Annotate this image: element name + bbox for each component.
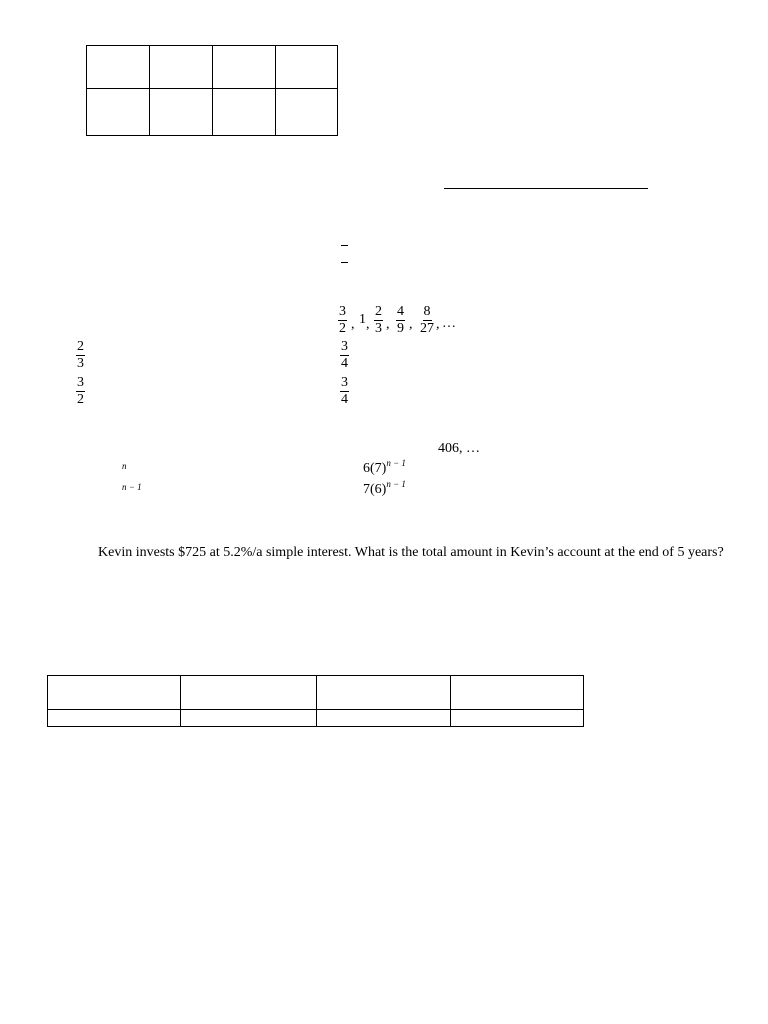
table-cell xyxy=(181,676,317,710)
table-cell xyxy=(317,676,451,710)
option-exponent-left: n − 1 xyxy=(122,482,142,492)
top-answer-grid xyxy=(86,45,338,136)
sequence-term xyxy=(338,304,347,337)
sequence-term xyxy=(396,304,405,337)
formula-base: 7(6) xyxy=(363,482,387,497)
option-right-a xyxy=(340,339,349,372)
grid-cell xyxy=(276,46,338,89)
table-cell xyxy=(317,710,451,727)
sequence-tail: 406, … xyxy=(438,441,480,456)
grid-cell xyxy=(213,46,276,89)
table-cell xyxy=(181,710,317,727)
fraction-bar xyxy=(341,245,348,246)
option-formula xyxy=(363,479,406,498)
grid-cell xyxy=(213,89,276,136)
table-cell xyxy=(451,676,584,710)
option-left-b xyxy=(76,375,85,408)
option-formula xyxy=(363,458,406,477)
separator: , xyxy=(386,317,390,332)
denominator: 4 xyxy=(341,392,348,407)
sequence-term: 1 xyxy=(359,312,366,327)
table-row xyxy=(48,676,584,710)
formula-base: 6(7) xyxy=(363,461,387,476)
separator: , xyxy=(409,317,413,332)
fraction-bar xyxy=(341,262,348,263)
table-cell xyxy=(451,710,584,727)
table-cell xyxy=(48,676,181,710)
option-exponent-left: n xyxy=(122,461,127,471)
option-right-b xyxy=(340,375,349,408)
numerator: 3 xyxy=(341,339,348,354)
denominator: 2 xyxy=(77,392,84,407)
question-text: Kevin invests $725 at 5.2%/a simple interest. What is the total amount in Kevin’s account at the end of 5 years? xyxy=(98,545,724,560)
option-left-a xyxy=(76,339,85,372)
formula-exponent: n − 1 xyxy=(386,458,406,468)
denominator: 4 xyxy=(341,356,348,371)
separator: , xyxy=(351,317,355,332)
numerator: 3 xyxy=(339,304,346,319)
denominator: 27 xyxy=(420,321,434,336)
table-row xyxy=(87,89,338,136)
numerator: 3 xyxy=(77,375,84,390)
denominator: 3 xyxy=(375,321,382,336)
separator: , xyxy=(436,317,440,332)
numerator: 2 xyxy=(375,304,382,319)
ellipsis: … xyxy=(442,316,456,331)
grid-cell xyxy=(87,46,150,89)
bottom-answer-table xyxy=(47,675,584,727)
grid-cell xyxy=(276,89,338,136)
sequence-term xyxy=(419,304,435,337)
numerator: 8 xyxy=(423,304,431,319)
answer-line xyxy=(444,188,648,189)
grid-cell xyxy=(150,89,213,136)
sequence-term xyxy=(374,304,383,337)
numerator: 2 xyxy=(77,339,84,354)
grid-cell xyxy=(87,89,150,136)
numerator: 3 xyxy=(341,375,348,390)
denominator: 9 xyxy=(397,321,404,336)
table-cell xyxy=(48,710,181,727)
table-row xyxy=(48,710,584,727)
grid-cell xyxy=(150,46,213,89)
formula-exponent: n − 1 xyxy=(386,479,406,489)
separator: , xyxy=(366,317,370,332)
denominator: 2 xyxy=(339,321,346,336)
denominator: 3 xyxy=(77,356,84,371)
table-row xyxy=(87,46,338,89)
numerator: 4 xyxy=(397,304,404,319)
